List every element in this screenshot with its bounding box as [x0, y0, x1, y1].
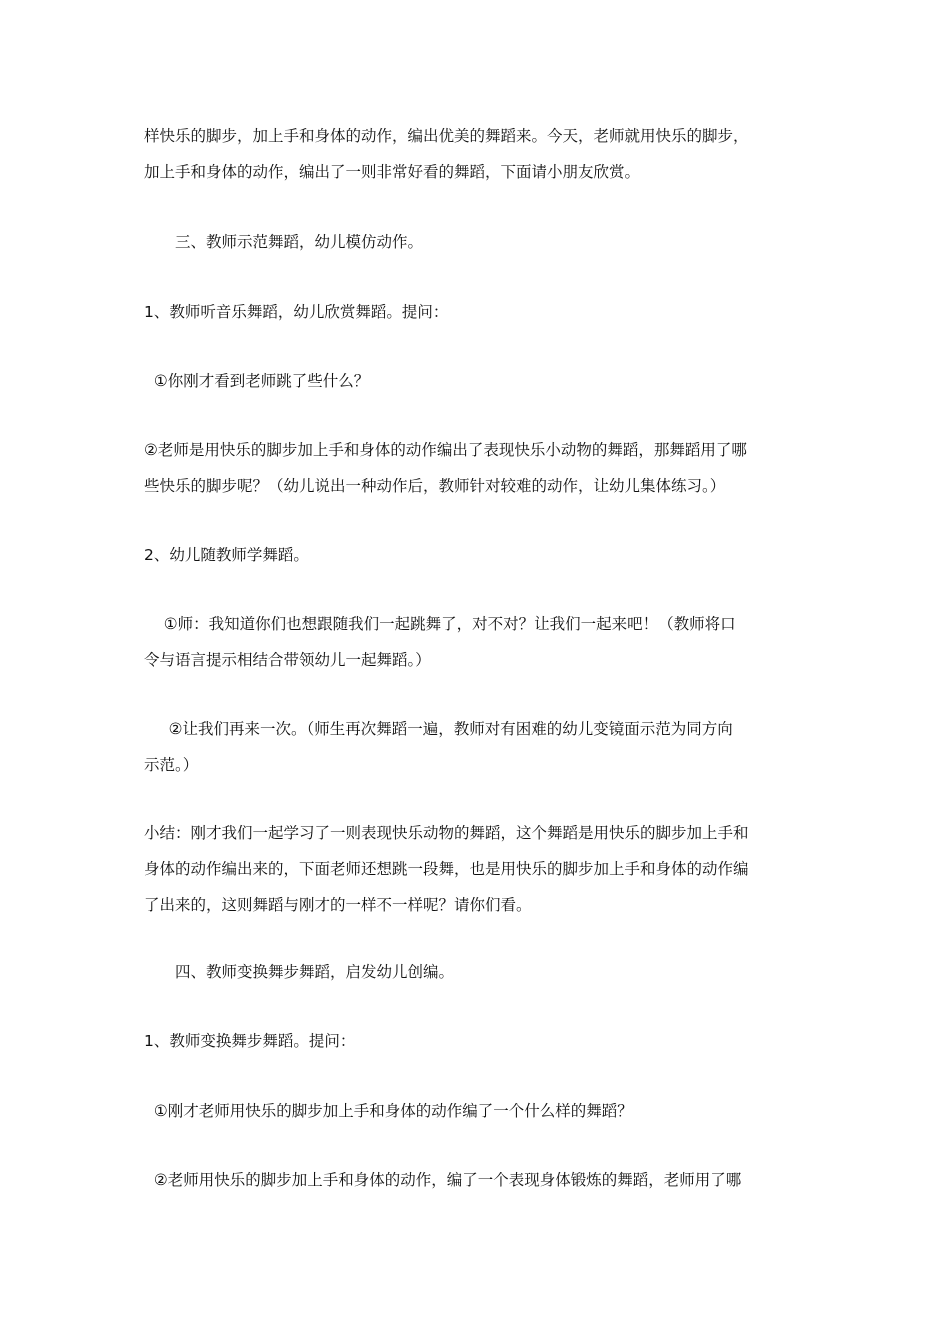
text-line: ①刚才老师用快乐的脚步加上手和身体的动作编了一个什么样的舞蹈？	[144, 1102, 633, 1120]
text-line: 三、教师示范舞蹈，幼儿模仿动作。	[144, 233, 424, 251]
step-2-item-1	[144, 606, 806, 678]
section-heading-3	[144, 224, 806, 260]
text-line: 四、教师变换舞步舞蹈，启发幼儿创编。	[144, 963, 455, 981]
question-1	[144, 363, 806, 399]
text-line: ①师：我知道你们也想跟随我们一起跳舞了，对不对？让我们一起来吧！（教师将口	[144, 615, 736, 633]
text-line: 些快乐的脚步呢？（幼儿说出一种动作后，教师针对较难的动作，让幼儿集体练习。）	[144, 477, 726, 495]
section-4-question-2	[144, 1162, 806, 1198]
text-line: 身体的动作编出来的，下面老师还想跳一段舞，也是用快乐的脚步加上手和身体的动作编	[144, 860, 749, 878]
text-line: ②老师是用快乐的脚步加上手和身体的动作编出了表现快乐小动物的舞蹈，那舞蹈用了哪	[144, 441, 747, 459]
summary-paragraph	[144, 815, 806, 923]
question-2	[144, 432, 806, 504]
text-line: 1、教师听音乐舞蹈，幼儿欣赏舞蹈。提问：	[144, 303, 449, 321]
text-line: 1、教师变换舞步舞蹈。提问：	[144, 1032, 356, 1050]
text-line: ②老师用快乐的脚步加上手和身体的动作，编了一个表现身体锻炼的舞蹈，老师用了哪	[144, 1171, 742, 1189]
text-line: ①你刚才看到老师跳了些什么？	[144, 372, 370, 390]
step-1-heading	[144, 294, 806, 330]
step-2-item-2	[144, 711, 806, 783]
section-4-question-1	[144, 1093, 806, 1129]
text-line: 加上手和身体的动作，编出了一则非常好看的舞蹈，下面请小朋友欣赏。	[144, 163, 641, 181]
section-4-step-1	[144, 1023, 806, 1059]
paragraph-intro	[144, 118, 806, 190]
step-2-heading	[144, 537, 806, 573]
text-line: 2、幼儿随教师学舞蹈。	[144, 546, 309, 564]
text-line: 令与语言提示相结合带领幼儿一起舞蹈。）	[144, 651, 431, 669]
text-line: 样快乐的脚步，加上手和身体的动作，编出优美的舞蹈来。今天，老师就用快乐的脚步，	[144, 127, 749, 145]
text-line: 小结：刚才我们一起学习了一则表现快乐动物的舞蹈，这个舞蹈是用快乐的脚步加上手和	[144, 824, 749, 842]
text-line: 示范。）	[144, 756, 199, 774]
text-line: ②让我们再来一次。（师生再次舞蹈一遍，教师对有困难的幼儿变镜面示范为同方向	[144, 720, 733, 738]
section-heading-4	[144, 954, 806, 990]
text-line: 了出来的，这则舞蹈与刚才的一样不一样呢？请你们看。	[144, 896, 532, 914]
